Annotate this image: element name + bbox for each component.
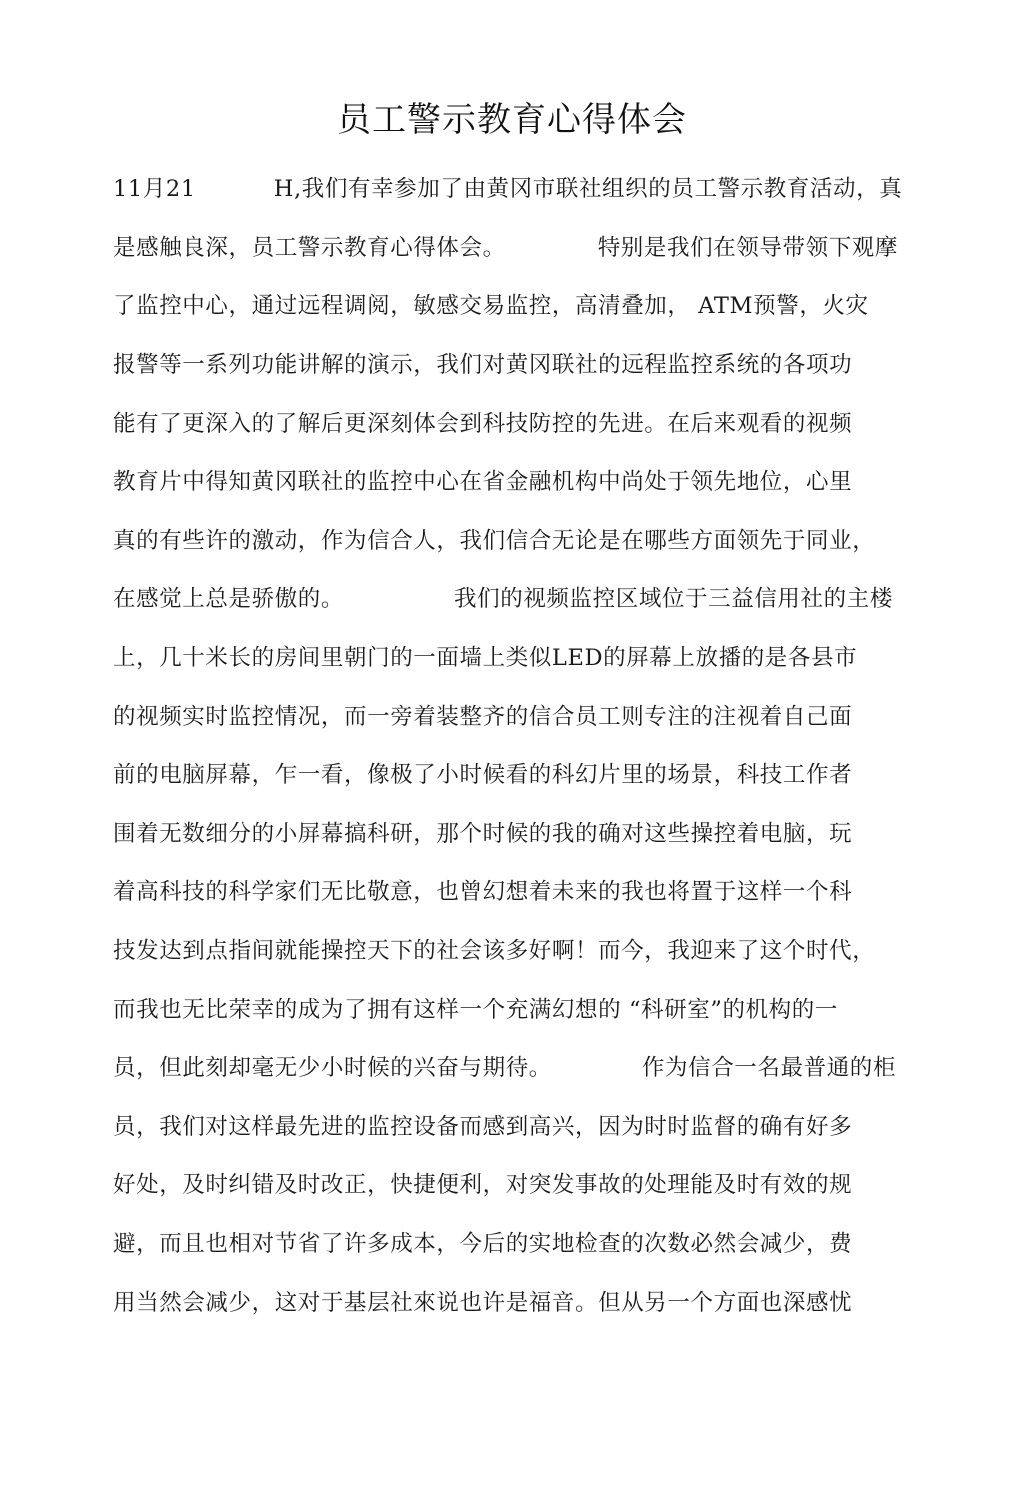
text-segment: 围着无数细分的小屏幕搞科研，那个时候的我的确对这些操控着电脑，玩 xyxy=(113,820,853,847)
text-line xyxy=(113,1213,913,1272)
text-segment: 用当然会减少，这对于基层社來说也许是福音。但从另一个方面也深感忧 xyxy=(113,1289,853,1316)
text-line xyxy=(113,217,913,276)
text-segment: 我们的视频监控区域位于三益信用社的主楼 xyxy=(454,586,893,613)
text-line xyxy=(113,861,913,920)
text-segment: 避，而且也相对节省了许多成本，今后的实地检查的次数必然会减少，费 xyxy=(113,1230,853,1257)
text-line xyxy=(113,158,913,217)
text-segment: 11月21 xyxy=(113,176,196,203)
text-line xyxy=(113,920,913,979)
text-segment: 上，几十米长的房间里朝门的一面墙上类似LED的屏幕上放播的是各县市 xyxy=(113,645,858,672)
text-line xyxy=(113,392,913,451)
text-segment: 而我也无比荣幸的成为了拥有这样一个充满幻想的 “科研室”的机构的一 xyxy=(113,996,838,1023)
text-line xyxy=(113,803,913,862)
text-segment: 着高科技的科学家们无比敬意，也曾幻想着未来的我也将置于这样一个科 xyxy=(113,879,853,906)
text-segment: 员，但此刻却毫无少小时候的兴奋与期待。 xyxy=(113,1055,552,1082)
text-segment: 员，我们对这样最先进的监控设备而感到高兴，因为时时监督的确有好多 xyxy=(113,1113,853,1140)
text-line xyxy=(113,1096,913,1155)
text-segment: 技发达到点指间就能操控天下的社会该多好啊！而今，我迎来了这个时代， xyxy=(113,938,876,965)
text-segment: 了监控中心，通过远程调阅，敏感交易监控，高清叠加， ATM预警，火灾 xyxy=(113,293,869,320)
text-line xyxy=(113,685,913,744)
text-line xyxy=(113,1154,913,1213)
text-segment: 在感觉上总是骄傲的。 xyxy=(113,586,345,613)
text-line xyxy=(113,978,913,1037)
text-line xyxy=(113,627,913,686)
text-line xyxy=(113,1037,913,1096)
document-title: 员工警示教育心得体会 xyxy=(337,100,687,140)
text-segment: 真的有些许的激动，作为信合人，我们信合无论是在哪些方面领先于同业， xyxy=(113,527,876,554)
text-segment: 的视频实时监控情况，而一旁着装整齐的信合员工则专注的注视着自己面 xyxy=(113,703,853,730)
text-line xyxy=(113,510,913,569)
text-segment: 是感触良深，员工警示教育心得体会。 xyxy=(113,234,506,261)
text-line xyxy=(113,451,913,510)
text-segment: 教育片中得知黄冈联社的监控中心在省金融机构中尚处于领先地位，心里 xyxy=(113,469,853,496)
text-segment: 能有了更深入的了解后更深刻体会到科技防控的先进。在后来观看的视频 xyxy=(113,410,853,437)
text-segment: 前的电脑屏幕，乍一看，像极了小时候看的科幻片里的场景，科技工作者 xyxy=(113,762,853,789)
text-segment: 好处，及时纠错及时改正，快捷便利，对突发事故的处理能及时有效的规 xyxy=(113,1172,853,1199)
text-line xyxy=(113,1271,913,1330)
document-body xyxy=(113,158,913,1330)
text-segment: 报警等一系列功能讲解的演示，我们对黄冈联社的远程监控系统的各项功 xyxy=(113,352,853,379)
text-segment: 特别是我们在领导带领下观摩 xyxy=(597,234,899,261)
text-line xyxy=(113,334,913,393)
text-segment: 作为信合一名最普通的柜 xyxy=(641,1055,897,1082)
text-line xyxy=(113,744,913,803)
text-line xyxy=(113,568,913,627)
text-line xyxy=(113,275,913,334)
text-segment: H,我们有幸参加了由黄冈市联社组织的员工警示教育活动，真 xyxy=(273,176,903,203)
